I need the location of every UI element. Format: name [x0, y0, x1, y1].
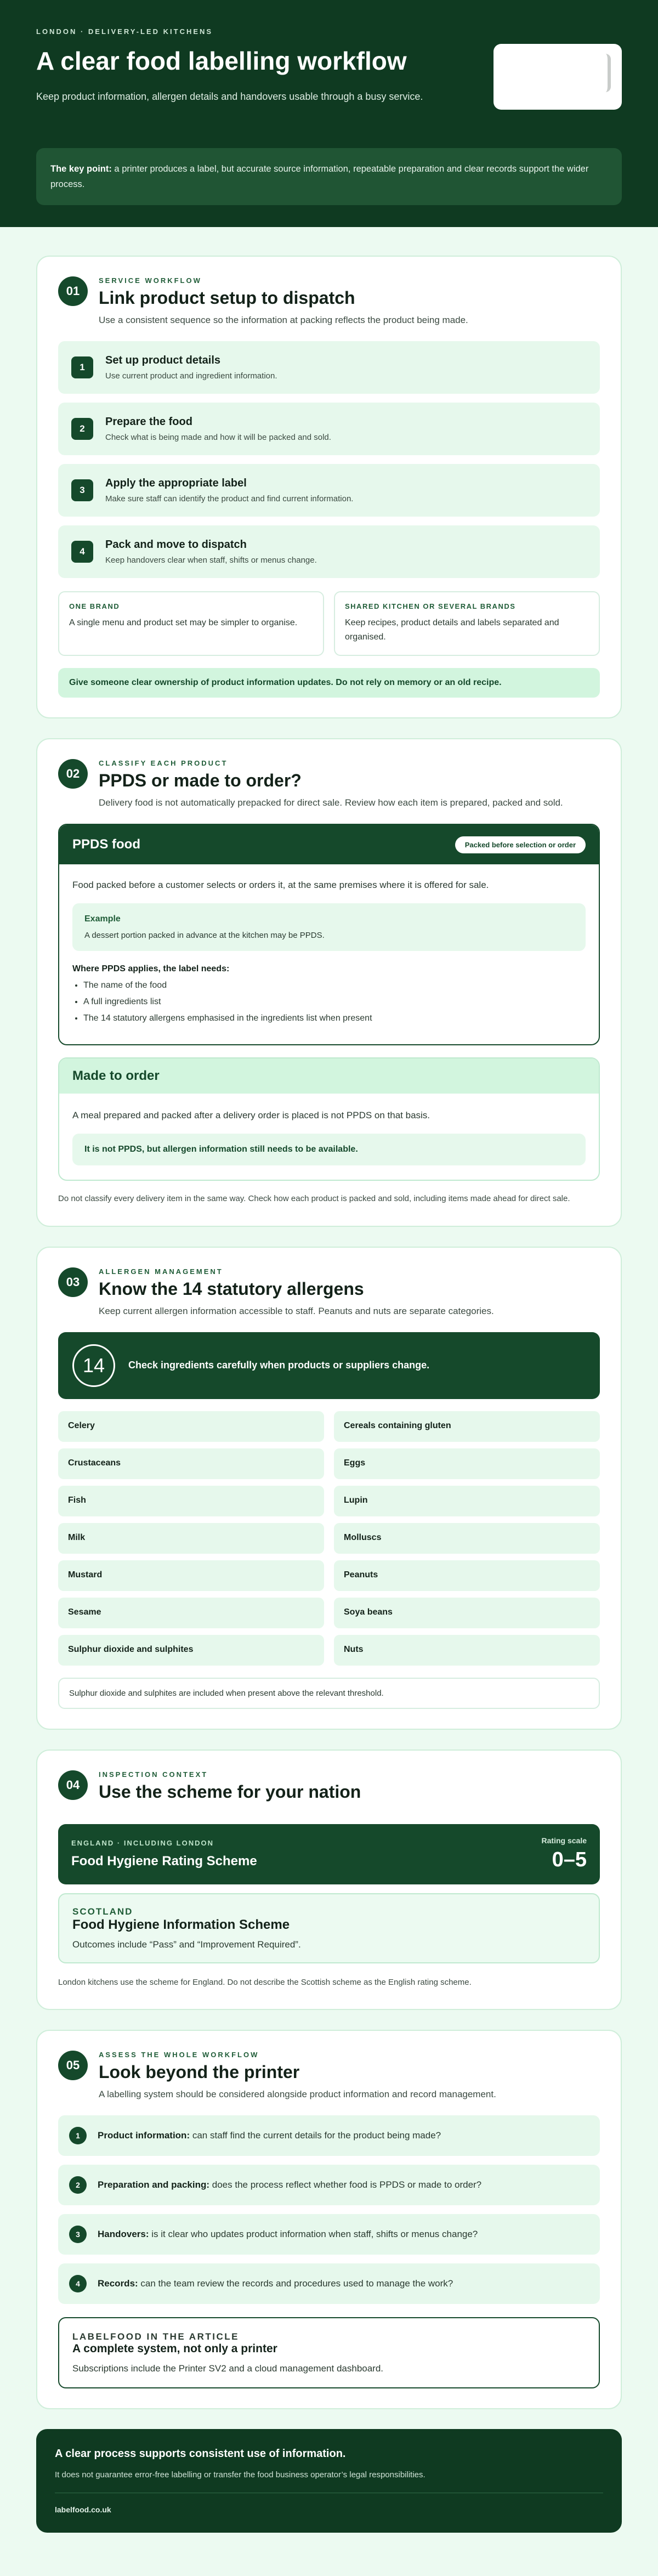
section-subtitle: Use a consistent sequence so the information at packing reflects the product being made. [99, 315, 468, 325]
article-card [58, 2317, 600, 2388]
scheme-region: SCOTLAND [72, 1906, 133, 1917]
key-point-text: a printer produces a label, but accurate source information, repeatable preparation and clear records support the wider process. [50, 164, 589, 190]
step-number: 3 [71, 479, 93, 501]
allergen-item: Nuts [334, 1635, 600, 1666]
made-to-order-body [59, 1094, 599, 1180]
section-number: 04 [58, 1770, 88, 1800]
check-label: Product information: [98, 2130, 190, 2141]
section-kicker: ASSESS THE WHOLE WORKFLOW [99, 2051, 259, 2059]
check-question: can staff find the current details for the product being made? [190, 2130, 441, 2141]
section-header [58, 2050, 600, 2100]
section-number: 05 [58, 2051, 88, 2080]
footer-title: A clear process supports consistent use of information. [55, 2448, 346, 2460]
allergen-item: Fish [58, 1486, 324, 1516]
page-title: A clear food labelling workflow [36, 47, 407, 75]
section-assess-workflow [36, 2030, 622, 2409]
section-footnote: London kitchens use the scheme for England. Do not describe the Scottish scheme as the English rating scheme. [58, 1977, 472, 1987]
allergen-count-banner [58, 1332, 600, 1399]
section-number: 02 [58, 759, 88, 789]
allergen-item: Soya beans [334, 1598, 600, 1628]
checklist-item [58, 2115, 600, 2156]
check-text [98, 2130, 441, 2141]
step-number: 1 [71, 356, 93, 378]
workflow-step [58, 525, 600, 578]
check-question: does the process reflect whether food is PPDS or made to order? [209, 2179, 482, 2190]
check-number: 1 [69, 2127, 87, 2144]
ownership-callout: Give someone clear ownership of product information updates. Do not rely on memory or an old recipe. [58, 668, 600, 698]
section-header [58, 1769, 600, 1809]
ppds-definition: Food packed before a customer selects or orders it, at the same premises where it is offered for sale. [72, 880, 489, 890]
step-title: Prepare the food [105, 416, 192, 428]
threshold-note: Sulphur dioxide and sulphites are included when present above the relevant threshold. [58, 1678, 600, 1709]
step-description: Use current product and ingredient information. [105, 371, 277, 381]
needs-list [72, 981, 586, 1023]
step-description: Check what is being made and how it will be packed and sold. [105, 433, 331, 442]
card-text: Keep recipes, product details and labels separated and organised. [345, 618, 559, 642]
section-kicker: ALLERGEN MANAGEMENT [99, 1267, 223, 1276]
section-title: Know the 14 statutory allergens [99, 1278, 364, 1299]
check-number: 3 [69, 2226, 87, 2243]
made-to-order-title: Made to order [72, 1068, 160, 1084]
check-text [98, 2278, 453, 2289]
section-title: Link product setup to dispatch [99, 288, 355, 308]
hero-lede: Keep product information, allergen details and handovers usable through a busy service. [36, 90, 423, 102]
key-point-label: The key point: [50, 164, 112, 174]
section-header [58, 758, 600, 808]
hero-header [0, 0, 658, 227]
brand-comparison [58, 591, 600, 656]
workflow-step [58, 341, 600, 394]
one-brand-card [58, 591, 324, 656]
list-item: • A full ingredients list [83, 997, 586, 1007]
section-subtitle: Delivery food is not automatically prepacked for direct sale. Review how each item is prepared, packed and sold. [99, 797, 563, 808]
section-number: 01 [58, 276, 88, 306]
step-title: Set up product details [105, 354, 221, 366]
example-box [72, 903, 586, 951]
step-description: Make sure staff can identify the product and find current information. [105, 494, 354, 503]
step-title: Pack and move to dispatch [105, 539, 247, 551]
made-to-order-note: It is not PPDS, but allergen information still needs to be available. [72, 1134, 586, 1165]
allergen-grid [58, 1411, 600, 1666]
allergen-item: Eggs [334, 1448, 600, 1479]
check-label: Preparation and packing: [98, 2179, 210, 2190]
allergen-item: Mustard [58, 1560, 324, 1591]
needs-title: Where PPDS applies, the label needs: [72, 964, 230, 974]
section-header [58, 275, 600, 326]
section-number: 03 [58, 1267, 88, 1297]
check-text [98, 2179, 481, 2190]
section-service-workflow [36, 256, 622, 718]
allergen-item: Cereals containing gluten [334, 1411, 600, 1442]
article-text: Subscriptions include the Printer SV2 and a cloud management dashboard. [72, 2363, 384, 2374]
page-footer [36, 2429, 622, 2533]
scheme-text: Outcomes include “Pass” and “Improvement Required”. [72, 1939, 301, 1950]
section-kicker: INSPECTION CONTEXT [99, 1770, 208, 1779]
hero-kicker: LONDON · DELIVERY-LED KITCHENS [36, 27, 213, 36]
check-number: 4 [69, 2275, 87, 2292]
card-text: A single menu and product set may be simpler to organise. [69, 618, 298, 627]
check-text [98, 2229, 478, 2240]
rating-label: Rating scale [541, 1836, 587, 1845]
ppds-card-header [59, 825, 599, 864]
footer-site-link[interactable]: labelfood.co.uk [55, 2505, 111, 2515]
main-content [0, 227, 658, 2533]
check-label: Records: [98, 2278, 138, 2289]
scheme-region: ENGLAND · INCLUDING LONDON [71, 1839, 214, 1848]
checklist-item [58, 2214, 600, 2255]
section-title: Use the scheme for your nation [99, 1781, 361, 1802]
section-footnote: Do not classify every delivery item in the same way. Check how each product is packed and sold, including items made ahead for direct sale. [58, 1194, 570, 1204]
rating-scale [542, 1836, 587, 1872]
check-number: 2 [69, 2176, 87, 2194]
step-title: Apply the appropriate label [105, 477, 247, 489]
section-header [58, 1266, 600, 1317]
workflow-step [58, 464, 600, 517]
list-item: • The 14 statutory allergens emphasised in the ingredients list when present [83, 1014, 586, 1023]
scheme-name: Food Hygiene Information Scheme [72, 1917, 290, 1932]
article-title: A complete system, not only a printer [72, 2342, 277, 2356]
banner-text: Check ingredients carefully when products or suppliers change. [128, 1360, 430, 1371]
check-question: can the team review the records and procedures used to manage the work? [138, 2278, 453, 2289]
section-subtitle: Keep current allergen information accessible to staff. Peanuts and nuts are separate categories. [99, 1305, 494, 1316]
section-title: PPDS or made to order? [99, 771, 302, 790]
allergen-item: Sesame [58, 1598, 324, 1628]
shared-kitchen-card [334, 591, 600, 656]
step-number: 4 [71, 541, 93, 563]
section-allergen-management [36, 1247, 622, 1730]
list-item: • The name of the food [83, 981, 586, 990]
scotland-scheme-card [58, 1893, 600, 1963]
allergen-item: Sulphur dioxide and sulphites [58, 1635, 324, 1666]
card-label: SHARED KITCHEN OR SEVERAL BRANDS [345, 602, 516, 610]
allergen-item: Milk [58, 1523, 324, 1554]
card-label: ONE BRAND [69, 602, 120, 610]
section-kicker: CLASSIFY EACH PRODUCT [99, 759, 228, 767]
allergen-item: Celery [58, 1411, 324, 1442]
workflow-step [58, 403, 600, 455]
ppds-title: PPDS food [72, 837, 140, 852]
step-description: Keep handovers clear when staff, shifts or menus change. [105, 556, 317, 565]
ppds-badge: Packed before selection or order [455, 836, 586, 853]
article-label: LABELFOOD IN THE ARTICLE [72, 2331, 239, 2342]
label-curl-icon [602, 54, 611, 92]
allergen-item: Lupin [334, 1486, 600, 1516]
scheme-name: Food Hygiene Rating Scheme [71, 1854, 257, 1869]
key-point-callout [36, 148, 622, 205]
section-classify-product [36, 738, 622, 1227]
england-scheme-card [58, 1824, 600, 1884]
ppds-card-body [59, 864, 599, 1044]
step-number: 2 [71, 418, 93, 440]
allergen-item: Molluscs [334, 1523, 600, 1554]
allergen-item: Crustaceans [58, 1448, 324, 1479]
check-label: Handovers: [98, 2229, 149, 2240]
checklist-item [58, 2165, 600, 2205]
made-to-order-header [59, 1058, 599, 1094]
section-subtitle: A labelling system should be considered alongside product information and record management. [99, 2089, 496, 2100]
check-question: is it clear who updates product information when staff, shifts or menus change? [149, 2229, 478, 2240]
section-inspection-context [36, 1750, 622, 2011]
ppds-card [58, 824, 600, 1045]
allergen-count-badge: 14 [72, 1344, 115, 1387]
rating-value: 0–5 [552, 1848, 587, 1872]
made-to-order-text: A meal prepared and packed after a delivery order is placed is not PPDS on that basis. [72, 1110, 430, 1121]
example-label: Example [84, 914, 121, 924]
section-kicker: SERVICE WORKFLOW [99, 276, 202, 285]
label-illustration [494, 44, 622, 110]
checklist-item [58, 2263, 600, 2304]
section-title: Look beyond the printer [99, 2062, 300, 2082]
example-text: A dessert portion packed in advance at the kitchen may be PPDS. [84, 931, 325, 941]
made-to-order-card [58, 1057, 600, 1181]
allergen-item: Peanuts [334, 1560, 600, 1591]
footer-note: It does not guarantee error-free labelling or transfer the food business operator’s legal responsibilities. [55, 2470, 426, 2480]
